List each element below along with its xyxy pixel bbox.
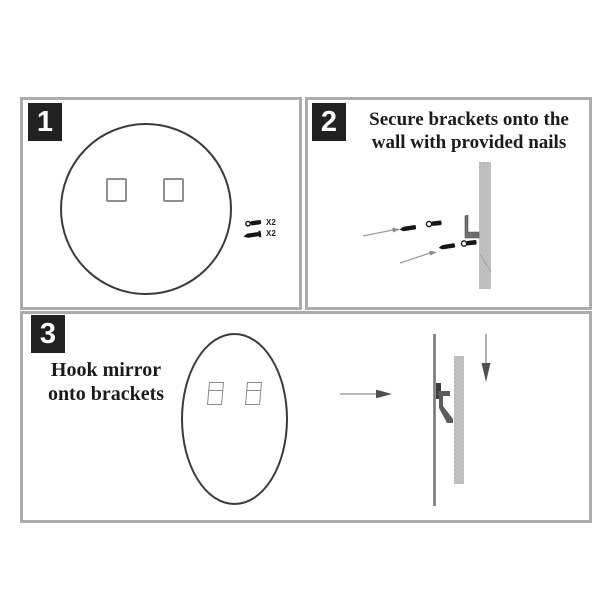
anchor-screw-icon — [245, 218, 262, 228]
mounting-bracket — [465, 215, 479, 238]
step2-caption-line1: Secure brackets onto the — [369, 109, 569, 130]
step3-caption-line1: Hook mirror — [50, 359, 162, 381]
nail-icon — [243, 230, 262, 239]
wall-side-view — [454, 356, 464, 484]
mirror-back-oval — [181, 333, 288, 505]
anchor-screw-icon — [461, 240, 477, 247]
nail-icon — [399, 225, 416, 232]
step2-panel — [305, 97, 592, 310]
wall-side-view — [479, 162, 491, 289]
step1-number-badge: 1 — [28, 103, 62, 141]
anchor-screw-icon — [426, 220, 442, 227]
nail-icon — [438, 243, 455, 250]
arrow-down-icon — [482, 334, 491, 382]
bracket-slot-left — [207, 382, 224, 405]
step3-caption-line2: onto brackets — [47, 383, 165, 405]
hardware-row-anchor — [245, 218, 276, 228]
step1-panel — [20, 97, 302, 310]
step3-diagram — [330, 325, 510, 515]
wall-hook-bracket — [438, 391, 453, 423]
bracket-slot-left — [106, 178, 127, 202]
step2-diagram — [335, 142, 585, 302]
mirror-back-circle — [60, 123, 232, 295]
arrow-icon-upper — [363, 228, 400, 236]
arrow-icon-lower — [400, 251, 437, 263]
anchor-quantity-label: X2 — [266, 218, 276, 227]
step2-caption-line2: wall with provided nails — [371, 132, 567, 153]
step3-caption — [40, 358, 172, 406]
step3-panel — [20, 311, 592, 523]
nail-quantity-label: X2 — [266, 229, 276, 238]
hardware-row-nail — [243, 229, 276, 239]
bracket-slot-right — [163, 178, 184, 202]
arrow-right-icon — [340, 390, 392, 399]
step2-number-badge: 2 — [312, 103, 346, 141]
step3-number-badge: 3 — [31, 315, 65, 353]
bracket-slot-right — [245, 382, 262, 405]
